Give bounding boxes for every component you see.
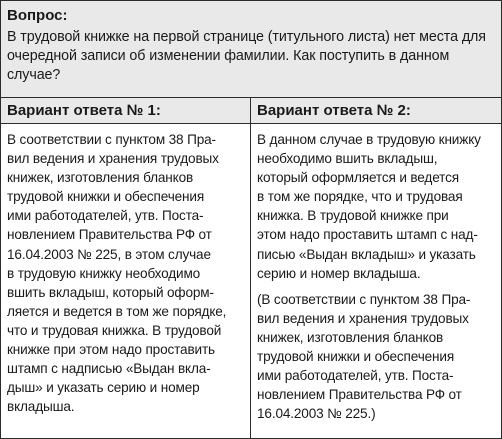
answer-body bbox=[1, 124, 250, 416]
answers-row bbox=[1, 98, 501, 438]
answer-paragraph: В данном случае в трудовую книжку необходимо вшить вкладыш, который оформляется и ведется в том же порядке, что и трудовая книжка. В трудовой книжке при этом надо проставить штамп с над- писью «Выдан вкладыш» и указать серию и номер вкладыша. bbox=[257, 132, 481, 281]
answer-body bbox=[251, 124, 501, 423]
question-label: Вопрос: bbox=[7, 7, 68, 24]
answer-label: Вариант ответа № 2: bbox=[257, 102, 411, 119]
answer-paragraph: (В соответствии с пунктом 38 Пра- вил ведения и хранения трудовых книжек, изготовления бланков трудовой книжки и обеспечения ими работодателей, утв. Поста- новлением Правительства РФ от 16.04.2003 № 225.) bbox=[257, 291, 471, 422]
answer-header bbox=[251, 98, 501, 124]
question-cell bbox=[1, 1, 501, 98]
answer-paragraph: В соответствии с пунктом 38 Пра- вил ведения и хранения трудовых книжек, изготовления бланков трудовой книжки и обеспечения ими работодателей, утв. Поста- новлением Правительства РФ от 16.04.2003 № 225, в этом случае в трудовую книжку необходимо вшить вкладыш, который оформ- ляется и ведется в том же порядке, что и трудовая книжка. В трудовой книжке при этом надо проставить штамп с надписью «Выдан вкла- дыш» и указать серию и номер вкладыша. bbox=[7, 132, 227, 415]
answer-label: Вариант ответа № 1: bbox=[7, 102, 161, 119]
answer-variant-1 bbox=[1, 98, 251, 438]
answer-header bbox=[1, 98, 250, 124]
answer-variant-2 bbox=[251, 98, 501, 438]
question-text: В трудовой книжке на первой странице (титульного листа) нет места для очередной записи об изменении фамилии. Как поступить в данном случае? bbox=[7, 29, 486, 83]
